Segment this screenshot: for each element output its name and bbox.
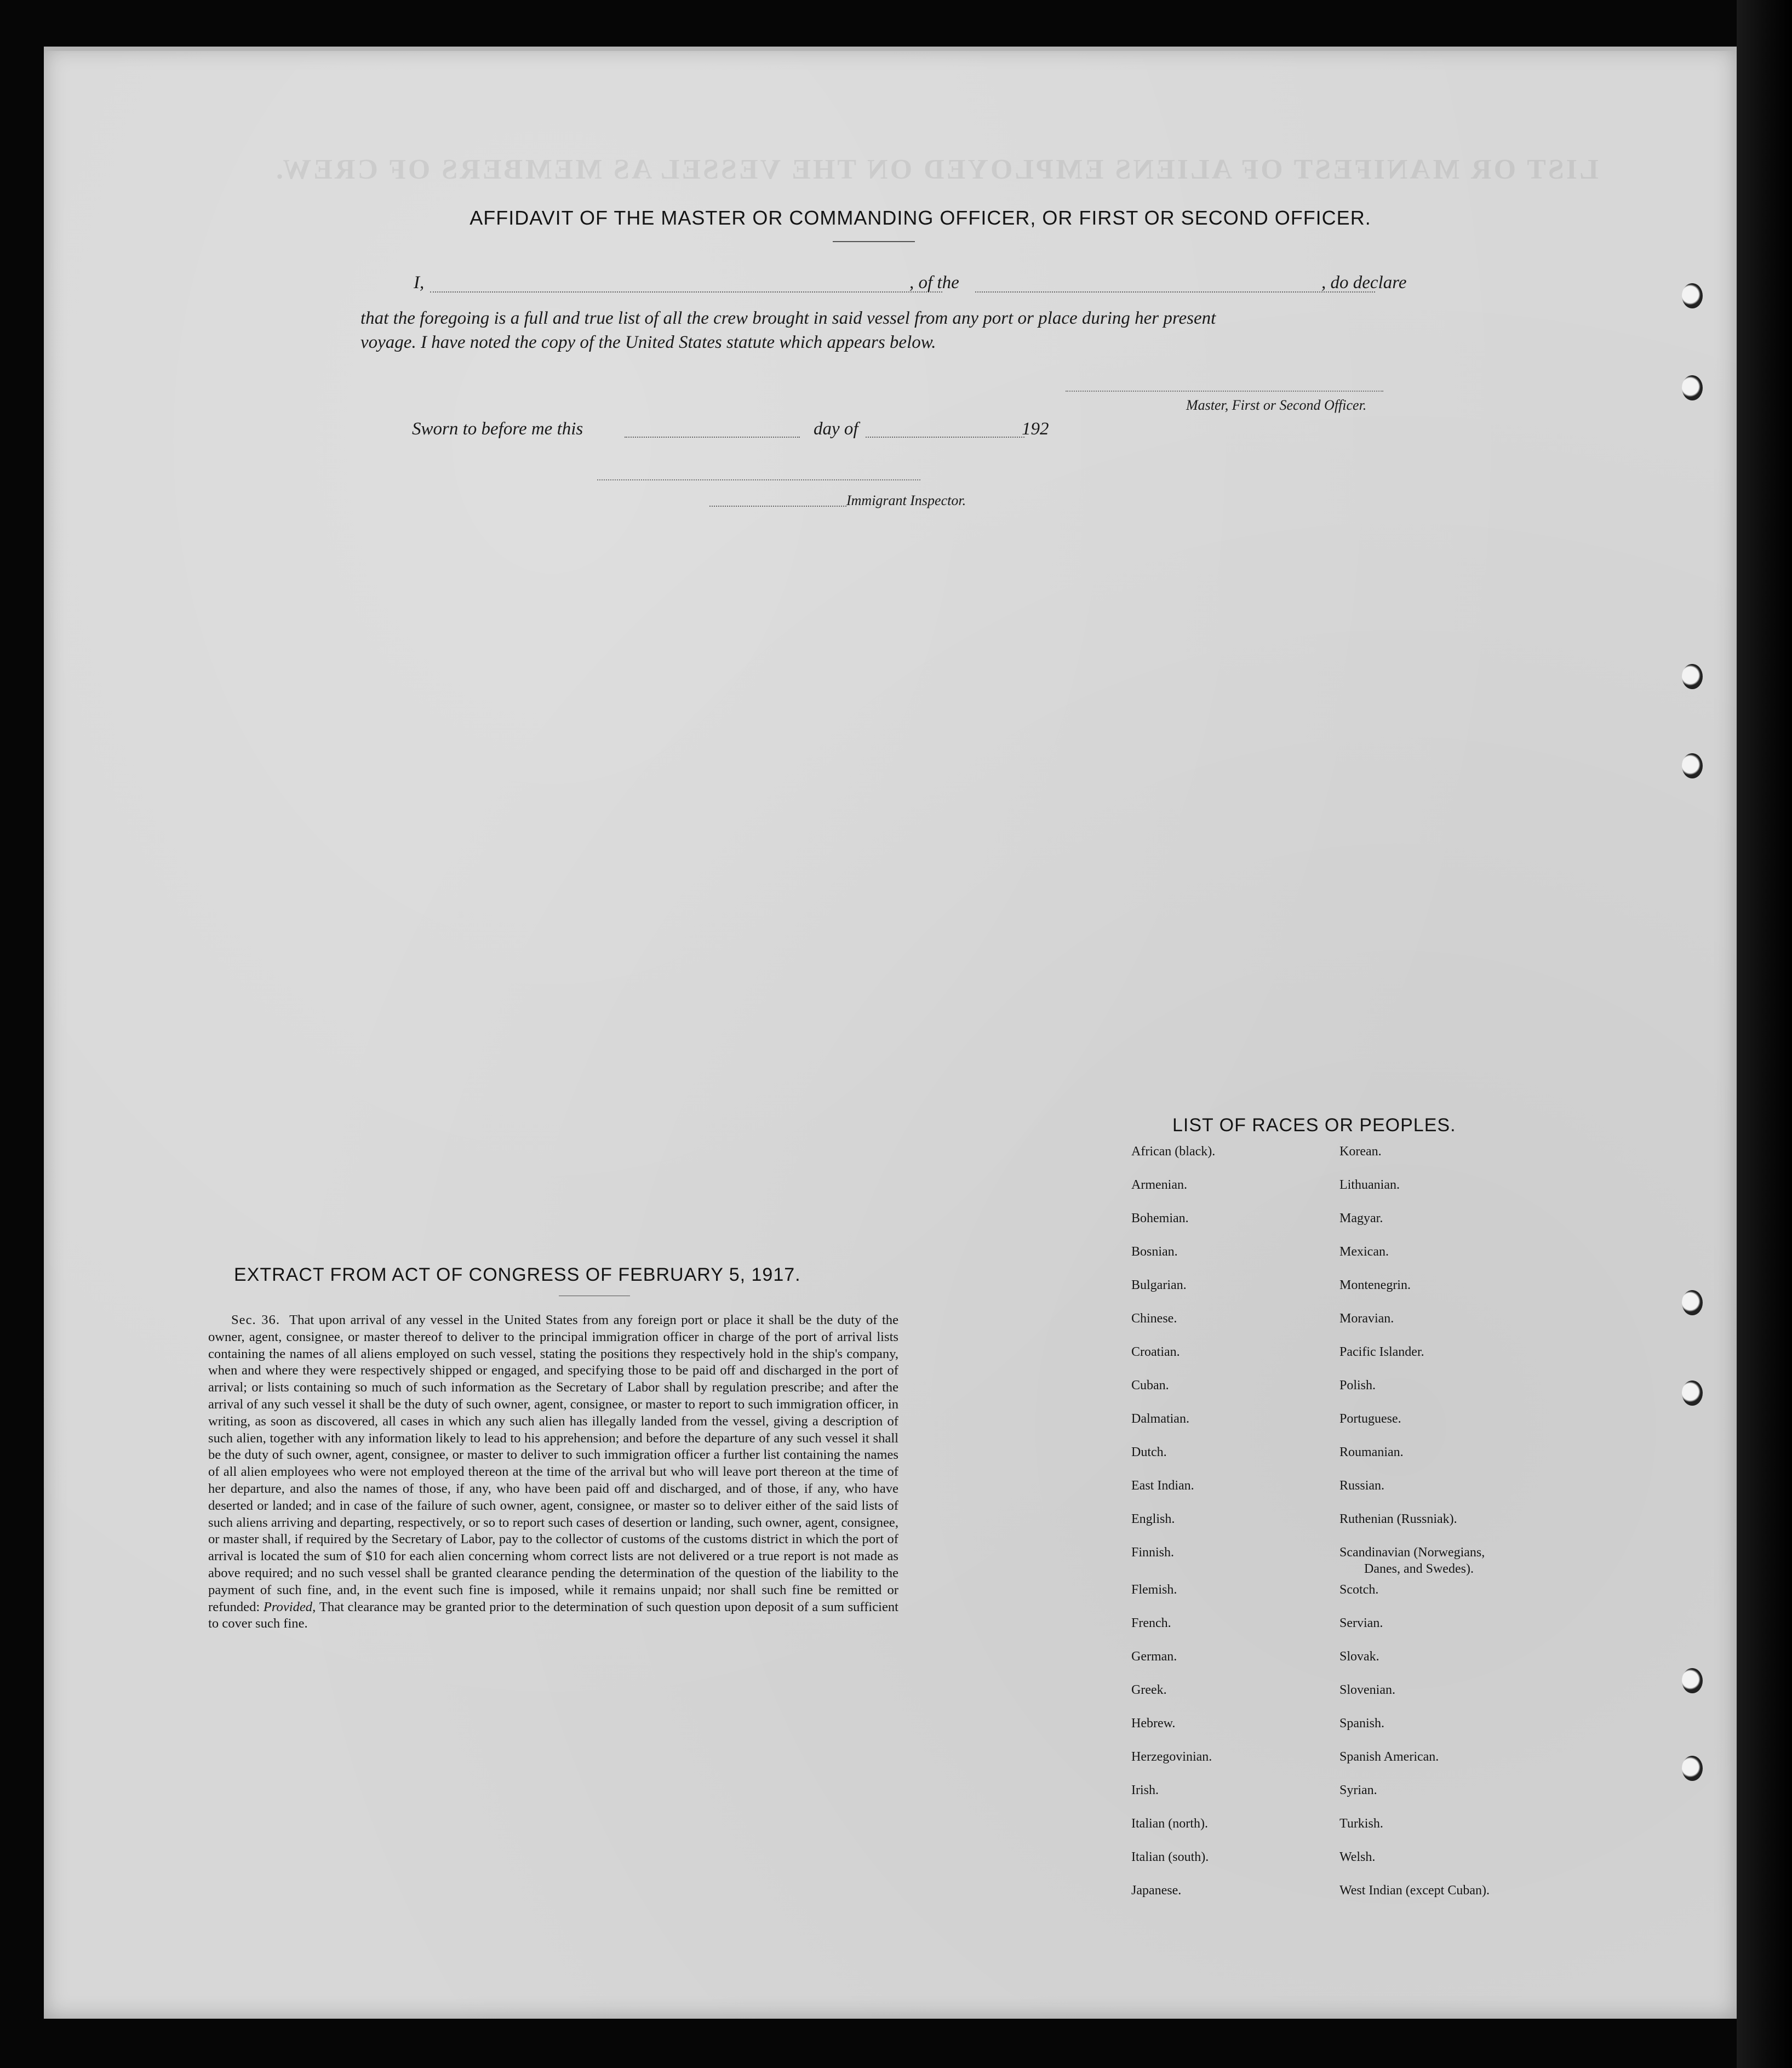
punch-hole-icon [1682, 664, 1703, 689]
race-right-item: Polish. [1339, 1378, 1376, 1393]
race-right-item: Pacific Islander. [1339, 1345, 1424, 1359]
race-right-item: Korean. [1339, 1144, 1382, 1159]
race-left-item: East Indian. [1131, 1479, 1194, 1493]
race-left-item: Flemish. [1131, 1583, 1177, 1597]
race-right-item: Portuguese. [1339, 1412, 1401, 1426]
race-right-item: Welsh. [1339, 1850, 1376, 1864]
race-left-item: Herzegovinian. [1131, 1750, 1212, 1764]
extract-heading: EXTRACT FROM ACT OF CONGRESS OF FEBRUARY 5, 1917. [234, 1264, 801, 1285]
punch-hole-icon [1682, 375, 1703, 400]
race-right-item-continuation: Danes, and Swedes). [1364, 1562, 1474, 1576]
race-right-item: Mexican. [1339, 1245, 1389, 1259]
race-right-item: Spanish American. [1339, 1750, 1439, 1764]
document-page [44, 47, 1737, 2019]
bleed-through-text: LIST OR MANIFEST OF ALIENS EMPLOYED ON THE VESSEL AS MEMBERS OF CREW. [274, 154, 1599, 185]
punch-hole-icon [1682, 1380, 1703, 1406]
declaration-i: I, [414, 273, 425, 293]
race-left-item: African (black). [1131, 1144, 1216, 1159]
inspector-label: Immigrant Inspector. [846, 492, 966, 508]
race-right-item: Magyar. [1339, 1211, 1383, 1225]
race-left-item: Bulgarian. [1131, 1278, 1187, 1292]
punch-hole-icon [1682, 1290, 1703, 1315]
inspector-signature-line-2[interactable] [709, 506, 846, 507]
extract-body [208, 1312, 898, 1632]
provided-word: Provided, [263, 1599, 316, 1614]
race-right-item: Slovak. [1339, 1649, 1379, 1664]
race-left-item: Italian (south). [1131, 1850, 1209, 1864]
scanner-background [1737, 0, 1792, 2068]
race-left-item: Dutch. [1131, 1445, 1167, 1459]
race-right-item: Slovenian. [1339, 1683, 1395, 1697]
provided-tail: That clearance may be granted prior to the determination of such question upon deposit of a sum sufficient to cover such fine. [208, 1599, 899, 1631]
race-right-item: Syrian. [1339, 1783, 1377, 1797]
race-right-item: Lithuanian. [1339, 1178, 1400, 1192]
declaration-do-declare: , do declare [1321, 273, 1407, 293]
declarant-name-field[interactable] [430, 291, 942, 293]
race-right-item: Moravian. [1339, 1311, 1394, 1326]
sworn-day-field[interactable] [625, 437, 800, 438]
race-left-item: Cuban. [1131, 1378, 1169, 1393]
race-left-item: Croatian. [1131, 1345, 1180, 1359]
race-right-item: Spanish. [1339, 1716, 1385, 1731]
race-left-item: Japanese. [1131, 1883, 1182, 1898]
race-left-item: German. [1131, 1649, 1177, 1664]
race-right-item: Russian. [1339, 1479, 1385, 1493]
inspector-signature-line-1[interactable] [597, 479, 920, 480]
race-left-item: English. [1131, 1512, 1175, 1526]
sworn-prefix: Sworn to before me this [412, 419, 583, 439]
punch-hole-icon [1682, 283, 1703, 308]
race-left-item: Chinese. [1131, 1311, 1177, 1326]
affidavit-title: AFFIDAVIT OF THE MASTER OR COMMANDING OFFICER, OR FIRST OR SECOND OFFICER. [470, 207, 1371, 229]
sworn-day-of: day of [814, 419, 858, 439]
page-top-edge [44, 47, 1737, 51]
extract-body-text: That upon arrival of any vessel in the United States from any foreign port or place it shall be the duty of the owner, agent, consignee, or master thereof to deliver to the principal immigration officer in charge of the port of arrival lists containing the names of all aliens employed on such vessel, stating the positions they respectively hold in the ship's company, when and where they were respectively shipped or engaged, and specifying those to be paid off and discharged in the port of arrival; or lists containing so much of such information as the Secretary of Labor shall by regulation prescribe; and after the arrival of any such vessel it shall be the duty of such owner, agent, consignee, or master to report to such immigration officer, in writing, as soon as discovered, all cases in which any such alien has illegally landed from the vessel, giving a description of such alien, together with any information likely to lead to his apprehension; and before the departure of any such vessel it shall be the duty of such owner, agent, consignee, or master to deliver to such immigration officer a further list containing the names of all alien employees who were not employed thereon at the time of the arrival but who will leave port thereon at the time of her departure, and also the names of those, if any, who have been paid off and discharged, and of those, if any, who have deserted or landed; and in case of the failure of such owner, agent, consignee, or master so to deliver either of the said lists of such aliens arriving and departing, respectively, or so to report such cases of desertion or landing, such owner, agent, consignee, or master shall, if required by the Secretary of Labor, pay to the collector of customs of the customs district in which the port of arrival is located the sum of $10 for each alien concerning whom correct lists are not delivered or a true report is not made as above required; and no such vessel shall be granted clearance pending the determination of the question of the liability to the payment of such fine, and, in the event such fine is imposed, while it remains unpaid; nor shall such fine be remitted or refunded: [208, 1313, 898, 1614]
race-right-item: Roumanian. [1339, 1445, 1404, 1459]
race-left-item: Irish. [1131, 1783, 1159, 1797]
sworn-month-field[interactable] [866, 437, 1024, 438]
race-right-item: Scandinavian (Norwegians, [1339, 1545, 1485, 1560]
declaration-line-2: that the foregoing is a full and true list of all the crew brought in said vessel from any port or place during her present [360, 308, 1216, 328]
race-left-item: Italian (north). [1131, 1817, 1208, 1831]
race-left-item: French. [1131, 1616, 1171, 1630]
title-underline [833, 241, 915, 242]
race-left-item: Bosnian. [1131, 1245, 1178, 1259]
race-left-item: Bohemian. [1131, 1211, 1189, 1225]
race-right-item: Montenegrin. [1339, 1278, 1411, 1292]
race-left-item: Finnish. [1131, 1545, 1175, 1560]
section-label: Sec. 36. [231, 1313, 280, 1327]
sworn-year: 192 [1022, 419, 1049, 439]
race-left-item: Dalmatian. [1131, 1412, 1189, 1426]
punch-hole-icon [1682, 753, 1703, 778]
race-right-item: Ruthenian (Russniak). [1339, 1512, 1457, 1526]
races-heading: LIST OF RACES OR PEOPLES. [1172, 1115, 1456, 1136]
declaration-line-3: voyage. I have noted the copy of the United States statute which appears below. [360, 333, 936, 352]
officer-signature-field[interactable] [1066, 391, 1383, 392]
race-left-item: Armenian. [1131, 1178, 1187, 1192]
race-right-item: Turkish. [1339, 1817, 1383, 1831]
race-left-item: Hebrew. [1131, 1716, 1176, 1731]
race-right-item: West Indian (except Cuban). [1339, 1883, 1490, 1898]
punch-hole-icon [1682, 1668, 1703, 1693]
vessel-name-field[interactable] [975, 291, 1375, 293]
race-left-item: Greek. [1131, 1683, 1167, 1697]
officer-signature-label: Master, First or Second Officer. [1186, 397, 1367, 413]
punch-hole-icon [1682, 1756, 1703, 1781]
declaration-of-the: , of the [909, 273, 959, 293]
race-right-item: Scotch. [1339, 1583, 1379, 1597]
race-right-item: Servian. [1339, 1616, 1383, 1630]
